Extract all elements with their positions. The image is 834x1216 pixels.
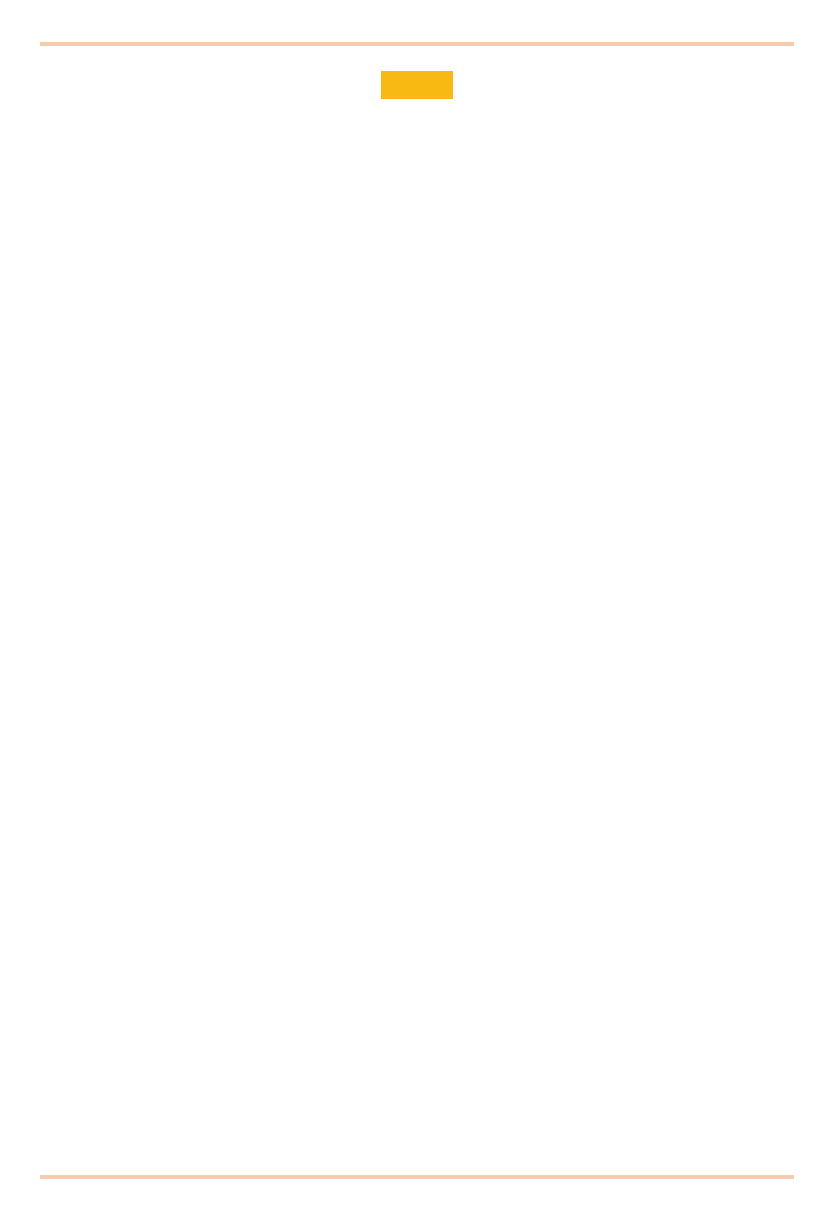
page-footer [40,1175,794,1198]
title-banner-wrap [40,71,794,99]
worksheet-title [381,71,453,99]
punctuation-legend [40,135,794,390]
question-instruction [40,396,794,408]
header-divider [40,42,794,46]
footer-divider [40,1175,794,1179]
page-header [40,0,794,24]
